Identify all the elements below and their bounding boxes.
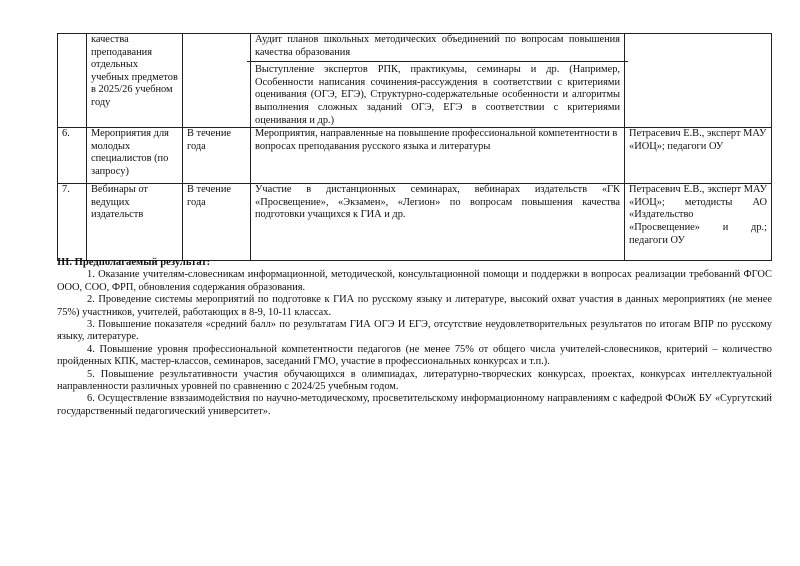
result-item: 2. Проведение системы мероприятий по подготовке к ГИА по русскому языку и литературе, высокий охват участия в данных мероприятиях (не менее 75%) участников, учителей, работающих в 8-9, 10-11 классах. [57, 294, 772, 318]
event-name: Мероприятия для молодых специалистов (по запросу) [87, 128, 183, 184]
event-time [183, 34, 251, 128]
event-time: В течение года [183, 128, 251, 184]
event-content-item: Выступление экспертов РПК, практикумы, семинары и др. (Например, Особенности написания сочинения-рассуждения в соответствии с критериями оценивания (ОГЭ, ЕГЭ), Структурно-содержательные особенности и алгоритмы выполнения сложных заданий ОГЭ, ЕГЭ в соответствии с критериями оценивания и др.) [255, 64, 620, 126]
event-time: В течение года [183, 184, 251, 261]
table-row [58, 184, 772, 261]
result-item: 1. Оказание учителям-словесникам информационной, методической, консультационной помощи и поддержки в вопросах реализации требований ФГОС ООО, СОО, ФРП, обновления содержания образования. [57, 269, 772, 293]
event-responsible [625, 34, 772, 128]
result-item: 3. Повышение показателя «средний балл» по результатам ГИА ОГЭ И ЕГЭ, отсутствие неудовлетворительных результатов по итогам ВПР по русскому языку, литературе. [57, 319, 772, 343]
result-item: 6. Осуществление взвзаимодействия по научно-методическому, просветительскому информационному направлениям с кафедрой ФОиЖ БУ «Сургутский государственный педагогический университет». [57, 393, 772, 417]
row-number [58, 34, 87, 128]
row-number: 6. [58, 128, 87, 184]
event-responsible: Петрасевич Е.В., эксперт МАУ «ИОЦ»; педагоги ОУ [625, 128, 772, 184]
expected-results-section [57, 257, 772, 418]
event-content: Участие в дистанционных семинарах, вебинарах издательств «ГК «Просвещение», «Экзамен», «Легион» по вопросам повышения качества подготовки учащихся к ГИА и др. [251, 184, 625, 261]
event-name: Вебинары от ведущих издательств [87, 184, 183, 261]
result-item: 4. Повышение уровня профессиональной компетентности педагогов (не менее 75% от общего числа учителей-словесников, критерий – количество пройденных КПК, мастер-классов, семинаров, заседаний ГМО, участие в профессиональных конкурсах и т.п.). [57, 343, 772, 368]
table-row [58, 34, 772, 128]
events-table [57, 33, 772, 261]
table-row [58, 128, 772, 184]
event-name: качества преподавания отдельных учебных предметов в 2025/26 учебном году [87, 34, 183, 128]
event-content-item: Аудит планов школьных методических объединений по вопросам повышения качества образования [247, 34, 628, 62]
event-content [251, 34, 625, 128]
section-heading: III. Предполагаемый результат: [57, 257, 211, 268]
event-content: Мероприятия, направленные на повышение профессиональной компетентности в вопросах преподавания русского языка и литературы [251, 128, 625, 184]
row-number: 7. [58, 184, 87, 261]
event-responsible: Петрасевич Е.В., эксперт МАУ «ИОЦ»; методисты АО «Издательство «Просвещение» и др.; педагоги ОУ [625, 184, 772, 261]
result-item: 5. Повышение результативности участия обучающихся в олимпиадах, литературно-творческих конкурсах, проектах, конкурсах интеллектуальной направленности различных уровней по сравнению с 2024/25 учебным годом. [57, 368, 772, 393]
